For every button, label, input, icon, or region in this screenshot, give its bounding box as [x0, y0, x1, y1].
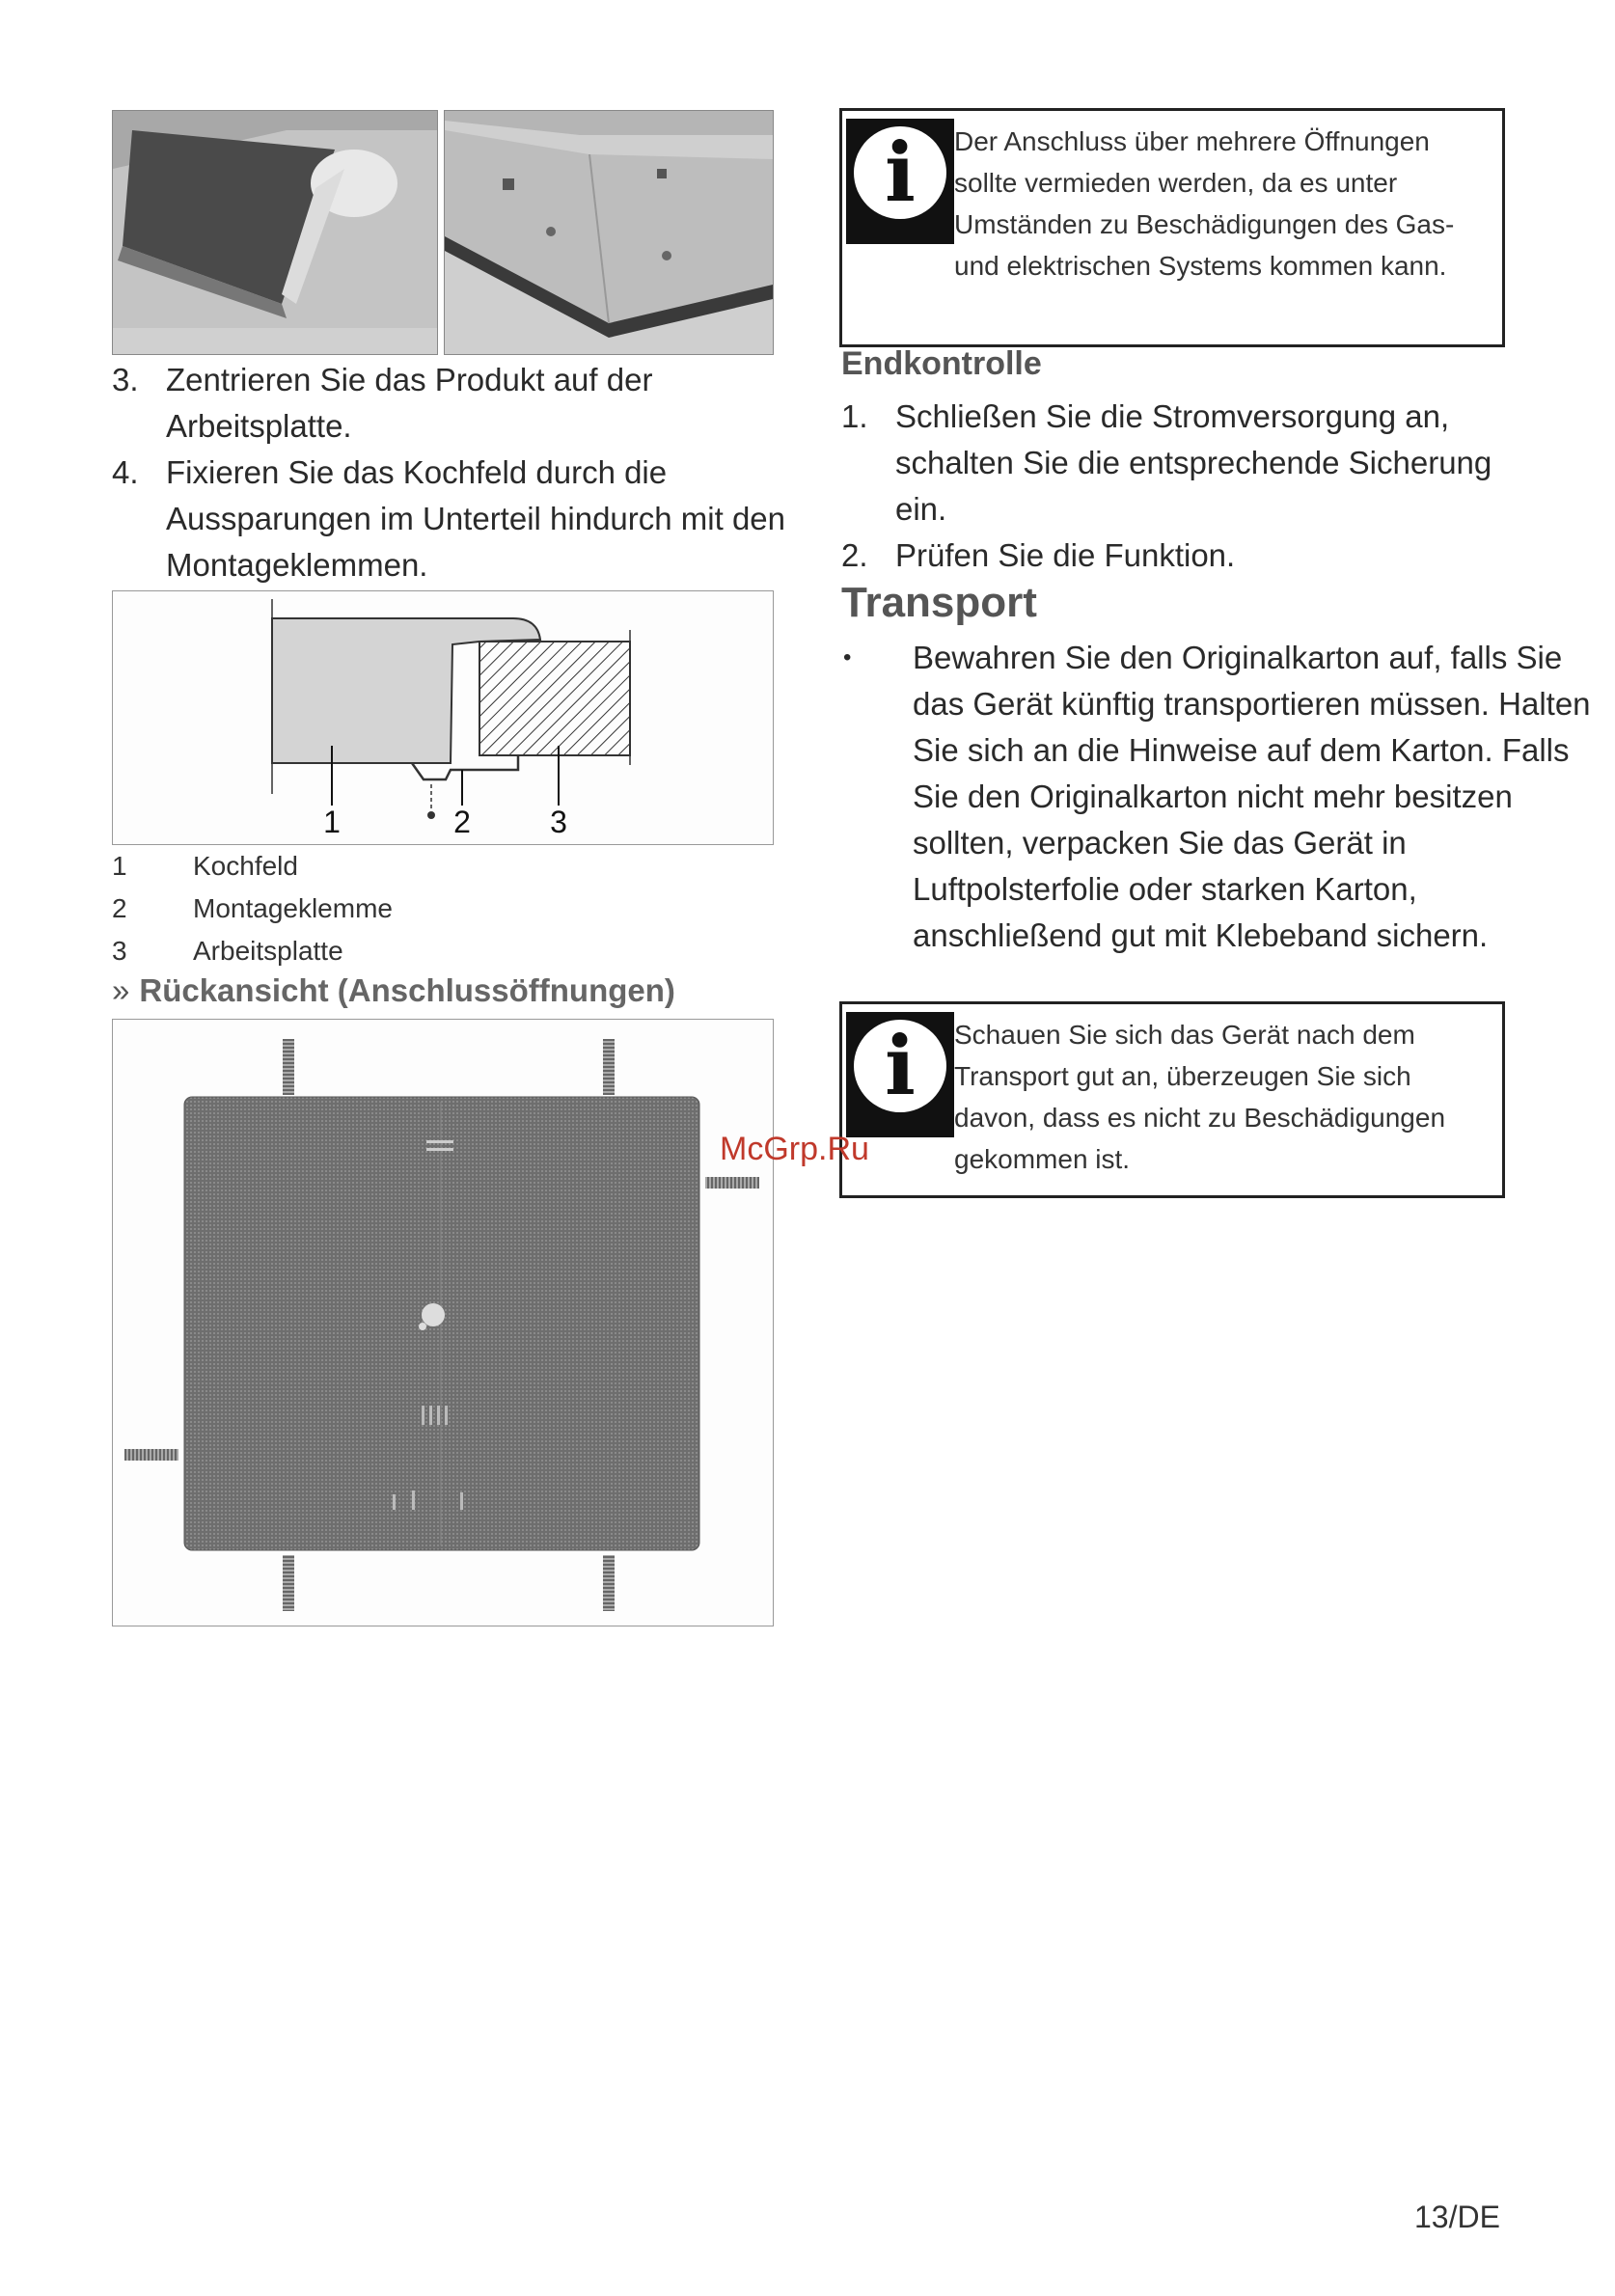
step-number: 1. — [841, 398, 868, 434]
info-box-2 — [839, 1001, 1505, 1198]
step-number: 4. — [112, 454, 139, 490]
legend-number: 3 — [112, 936, 127, 966]
legend-number: 1 — [112, 851, 127, 881]
watermark: McGrp.Ru — [720, 1131, 869, 1167]
step-text: Prüfen Sie die Funktion. — [895, 537, 1236, 573]
bullet-text: Bewahren Sie den Originalkarton auf, falls Sie das Gerät künftig transportieren müssen. Halten Sie sich an die Hinweise auf dem Karton. Falls Sie den Originalkarton nicht mehr besitzen sollten, verpacken Sie das Gerät in Luftpolsterfolie oder starken Karton, anschließend gut mit Klebeband sichern. — [913, 640, 1591, 953]
rear-view-heading — [112, 972, 675, 1009]
info-box-1 — [839, 108, 1505, 347]
step-text: Fixieren Sie das Kochfeld durch die Aussparungen im Unterteil hindurch mit den Montageklemmen. — [166, 454, 786, 583]
diagram-label-2: 2 — [453, 805, 471, 839]
legend-label: Arbeitsplatte — [193, 936, 343, 966]
legend-number: 2 — [112, 893, 127, 923]
transport-heading: Transport — [841, 579, 1037, 626]
info-text: Schauen Sie sich das Gerät nach dem Transport gut an, überzeugen Sie sich davon, dass es nicht zu Beschädigungen gekommen ist. — [954, 1020, 1446, 1174]
heading-prefix: » — [112, 972, 130, 1008]
step-text: Schließen Sie die Stromversorgung an, schalten Sie die entsprechende Sicherung ein. — [895, 398, 1492, 527]
heading-text: Rückansicht (Anschlussöffnungen) — [139, 972, 675, 1008]
info-text: Der Anschluss über mehrere Öffnungen sollte vermieden werden, da es unter Umständen zu Beschädigungen des Gas- und elektrischen Systems kommen kann. — [954, 126, 1455, 281]
info-icon — [846, 1012, 954, 1137]
info-icon — [846, 119, 954, 244]
info-icon-glyph: i — [885, 124, 916, 220]
step-text: Zentrieren Sie das Produkt auf der Arbeitsplatte. — [166, 362, 653, 444]
endkontrolle-heading: Endkontrolle — [841, 345, 1042, 382]
mounting-diagram — [112, 590, 774, 845]
legend-label: Montageklemme — [193, 893, 393, 923]
legend-label: Kochfeld — [193, 851, 298, 881]
installation-photo-1 — [112, 110, 438, 355]
installation-photo-2 — [444, 110, 774, 355]
diagram-label-3: 3 — [550, 805, 567, 839]
step-number: 2. — [841, 537, 868, 573]
diagram-label-1: 1 — [323, 805, 341, 839]
rear-view-diagram — [112, 1019, 774, 1626]
step-number: 3. — [112, 362, 139, 397]
info-icon-glyph: i — [885, 1018, 916, 1113]
page-number: 13/DE — [1414, 2200, 1500, 2234]
bullet-dot: • — [843, 644, 852, 670]
